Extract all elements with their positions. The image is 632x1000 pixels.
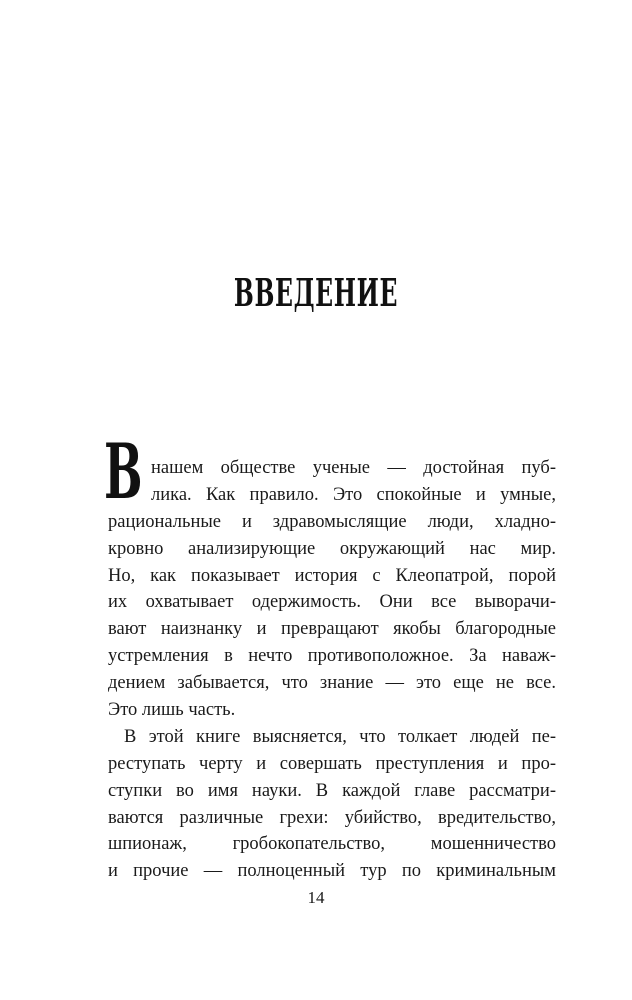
text-line: и прочие — полноценный тур по криминальным [108,861,556,882]
text-line: лика. Как правило. Это спокойные и умные, [151,484,556,505]
text-line: В этой книге выясняется, что толкает людей пе- [124,726,556,747]
text-line: шпионаж, гробокопательство, мошенничество [108,834,556,855]
chapter-title: ВВЕДЕНИЕ [233,270,399,315]
text-line: их охватывает одержимость. Они все выворачи- [108,592,556,613]
text-line: рациональные и здравомыслящие люди, хладно- [108,511,556,532]
text-line: Это лишь часть. [108,700,236,721]
text-line: кровно анализирующие окружающий нас мир. [108,538,556,559]
text-line: устремления в нечто противоположное. За навaж- [108,646,556,667]
body-text [108,455,556,885]
text-line: Но, как показывает история с Клеопатрой, порой [108,565,556,586]
text-line: дением забывается, что знание — это еще не все. [108,673,556,694]
text-line: реступать черту и совершать преступления и про- [108,753,556,774]
text-line: ступки во имя науки. В каждой главе рассматри- [108,780,556,801]
page-number: 14 [307,888,325,907]
text-line: ваются различные грехи: убийство, вредительство, [108,807,556,828]
text-line: нашем обществе ученые — достойная пуб- [151,458,556,478]
drop-cap-letter: В [104,427,143,516]
text-line: вают наизнанку и превращают якобы благородные [108,619,556,640]
